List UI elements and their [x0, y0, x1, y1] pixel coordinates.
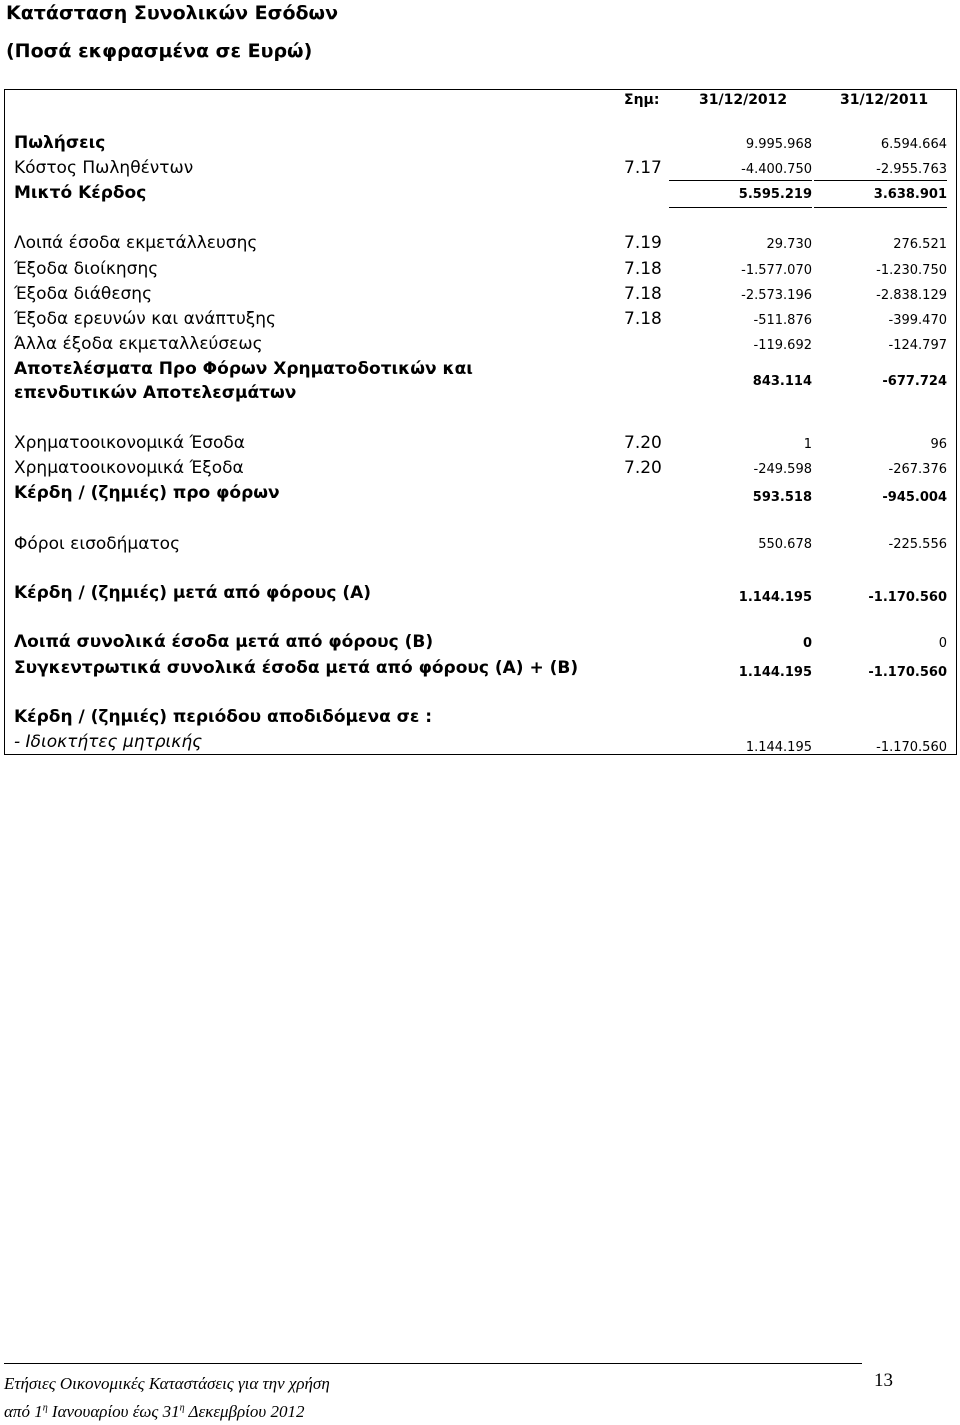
footer-period-start: από 1 [4, 1402, 43, 1421]
footer-superscript-2: η [179, 1402, 185, 1414]
footer-period-end: Δεκεμβρίου 2012 [184, 1402, 305, 1421]
row-value-2011-other-operating-income: 276.521 [893, 237, 947, 252]
row-label-profit-attributable-to: Κέρδη / (ζημιές) περιόδου αποδιδόμενα σε : [14, 707, 433, 727]
year-2011-column-header: 31/12/2011 [840, 92, 929, 108]
row-value-2012-ebit: 843.114 [752, 374, 812, 389]
row-label-income-tax: Φόροι εισοδήματος [14, 534, 181, 554]
row-label-gross-profit: Μικτό Κέρδος [14, 183, 147, 203]
row-value-2011-distribution-expenses: -2.838.129 [876, 288, 947, 303]
row-value-2012-other-comprehensive-income: 0 [802, 636, 812, 651]
row-value-2012-total-comprehensive-income: 1.144.195 [738, 665, 812, 680]
row-label-research-development-expenses: Έξοδα ερευνών και ανάπτυξης [14, 309, 277, 329]
row-label-owners-of-parent: - Ιδιοκτήτες μητρικής [14, 732, 203, 752]
row-value-2011-profit-after-tax: -1.170.560 [868, 590, 947, 605]
note-column-header: Σημ: [624, 92, 660, 108]
row-label-profit-before-tax: Κέρδη / (ζημιές) προ φόρων [14, 483, 280, 503]
row-value-2012-finance-expenses: -249.598 [753, 462, 812, 477]
row-note-cost-of-sales: 7.17 [624, 158, 662, 178]
subtotal-rule-2012 [669, 180, 812, 181]
row-value-2012-distribution-expenses: -2.573.196 [741, 288, 812, 303]
footer-rule [4, 1363, 862, 1364]
page-number: 13 [874, 1370, 893, 1391]
row-value-2011-gross-profit: 3.638.901 [873, 187, 947, 202]
row-value-2011-income-tax: -225.556 [888, 537, 947, 552]
row-value-2011-finance-expenses: -267.376 [888, 462, 947, 477]
footer-period [4, 1402, 304, 1422]
row-note-research-development-expenses: 7.18 [624, 309, 662, 329]
row-label-finance-expenses: Χρηματοοικονομικά Έξοδα [14, 458, 244, 478]
row-value-2012-gross-profit: 5.595.219 [738, 187, 812, 202]
row-note-other-operating-income: 7.19 [624, 233, 662, 253]
row-value-2011-total-comprehensive-income: -1.170.560 [868, 665, 947, 680]
row-label-other-operating-expenses: Άλλα έξοδα εκμεταλλεύσεως [14, 334, 263, 354]
row-label-other-comprehensive-income: Λοιπά συνολικά έσοδα μετά από φόρους (Β) [14, 632, 434, 652]
row-label-profit-after-tax: Κέρδη / (ζημιές) μετά από φόρους (Α) [14, 583, 372, 603]
row-label-sales: Πωλήσεις [14, 133, 106, 153]
row-value-2011-research-development-expenses: -399.470 [888, 313, 947, 328]
footer-period-middle: Ιανουαρίου έως 31 [47, 1402, 180, 1421]
row-label-ebit-line1: Αποτελέσματα Προ Φόρων Χρηματοδοτικών και [14, 359, 473, 379]
row-value-2012-other-operating-income: 29.730 [766, 237, 812, 252]
row-label-total-comprehensive-income: Συγκεντρωτικά συνολικά έσοδα μετά από φόρους (Α) + (Β) [14, 658, 579, 678]
subtotal-rule-2011 [814, 180, 947, 181]
row-label-administrative-expenses: Έξοδα διοίκησης [14, 259, 159, 279]
year-2012-column-header: 31/12/2012 [699, 92, 788, 108]
row-value-2012-profit-before-tax: 593.518 [752, 490, 812, 505]
row-value-2011-profit-before-tax: -945.004 [882, 490, 947, 505]
row-value-2011-other-comprehensive-income: 0 [938, 636, 947, 651]
row-value-2011-owners-of-parent: -1.170.560 [876, 740, 947, 755]
footer-document-title: Ετήσιες Οικονομικές Καταστάσεις για την χρήση [4, 1374, 330, 1393]
row-label-other-operating-income: Λοιπά έσοδα εκμετάλλευσης [14, 233, 258, 253]
statement-subtitle: (Ποσά εκφρασμένα σε Ευρώ) [6, 40, 313, 62]
row-note-finance-expenses: 7.20 [624, 458, 662, 478]
row-value-2012-owners-of-parent: 1.144.195 [745, 740, 812, 755]
total-rule-2011 [814, 207, 947, 208]
row-value-2012-sales: 9.995.968 [745, 137, 812, 152]
row-label-finance-income: Χρηματοοικονομικά Έσοδα [14, 433, 246, 453]
row-value-2012-administrative-expenses: -1.577.070 [741, 263, 812, 278]
row-value-2012-profit-after-tax: 1.144.195 [738, 590, 812, 605]
row-label-ebit-line2: επενδυτικών Αποτελεσμάτων [14, 383, 297, 403]
row-value-2011-administrative-expenses: -1.230.750 [876, 263, 947, 278]
row-value-2012-income-tax: 550.678 [758, 537, 812, 552]
row-note-finance-income: 7.20 [624, 433, 662, 453]
row-note-distribution-expenses: 7.18 [624, 284, 662, 304]
statement-title: Κατάσταση Συνολικών Εσόδων [6, 2, 339, 24]
row-value-2011-other-operating-expenses: -124.797 [888, 338, 947, 353]
row-value-2011-ebit: -677.724 [882, 374, 947, 389]
row-value-2012-cost-of-sales: -4.400.750 [741, 162, 812, 177]
row-value-2011-finance-income: 96 [930, 437, 947, 452]
total-rule-2012 [669, 207, 812, 208]
row-value-2012-finance-income: 1 [803, 437, 812, 452]
row-value-2011-cost-of-sales: -2.955.763 [876, 162, 947, 177]
row-label-cost-of-sales: Κόστος Πωληθέντων [14, 158, 194, 178]
footer-superscript-1: η [42, 1402, 48, 1414]
income-statement-box [4, 89, 957, 755]
row-label-distribution-expenses: Έξοδα διάθεσης [14, 284, 153, 304]
row-value-2011-sales: 6.594.664 [880, 137, 947, 152]
row-value-2012-research-development-expenses: -511.876 [753, 313, 812, 328]
row-value-2012-other-operating-expenses: -119.692 [753, 338, 812, 353]
row-note-administrative-expenses: 7.18 [624, 259, 662, 279]
